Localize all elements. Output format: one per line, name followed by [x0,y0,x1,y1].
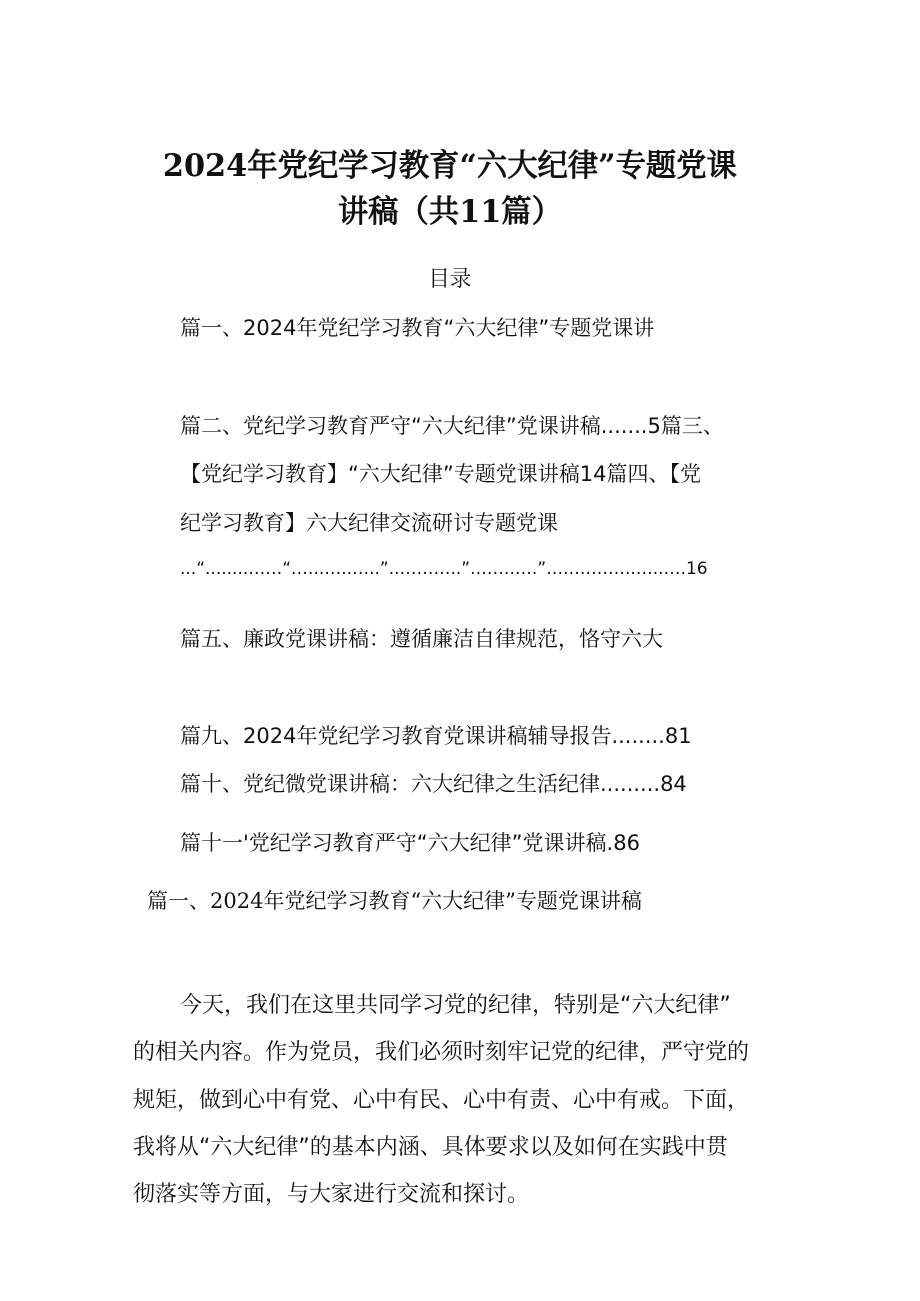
body-line: 我将从“六大纪律”的基本内涵、具体要求以及如何在实践中贯 [133,1135,728,1160]
body-line: 彻落实等方面，与大家进行交流和探讨。 [133,1182,530,1207]
toc-line: 纪学习教育】六大纪律交流研讨专题党课 [180,511,558,535]
toc-line: 篇二、党纪学习教育严守“六大纪律”党课讲稿.......5篇三、 [180,414,724,438]
toc-line: 篇九、2024年党纪学习教育党课讲稿辅导报告........81 [180,724,692,748]
toc-line: 篇十一'党纪学习教育严守“六大纪律”党课讲稿.86 [180,831,640,855]
body-line: 规矩，做到心中有党、心中有民、心中有责、心中有戒。下面， [133,1088,750,1113]
toc-line: 篇五、廉政党课讲稿：遵循廉洁自律规范，恪守六大 [180,627,663,651]
document-title-line-2: 讲稿（共11篇） [337,194,562,230]
toc-heading: 目录 [428,267,472,292]
toc-line: 【党纪学习教育】“六大纪律”专题党课讲稿14篇四、【党 [180,462,701,486]
toc-line: 篇一、2024年党纪学习教育“六大纪律”专题党课讲 [180,316,655,340]
body-line: 今天，我们在这里共同学习党的纪律，特别是“六大纪律” [180,993,731,1018]
section-heading: 篇一、2024年党纪学习教育“六大纪律”专题党课讲稿 [147,889,642,913]
document-title-line-1: 2024年党纪学习教育“六大纪律”专题党课 [162,148,737,184]
toc-dot-leader: ...“........……“.…..…..…..”..………..”.…….….”….….……..…..….16 [180,559,708,579]
body-line: 的相关内容。作为党员，我们必须时刻牢记党的纪律，严守党的 [133,1040,750,1065]
toc-line: 篇十、党纪微党课讲稿：六大纪律之生活纪律.........84 [180,772,687,796]
